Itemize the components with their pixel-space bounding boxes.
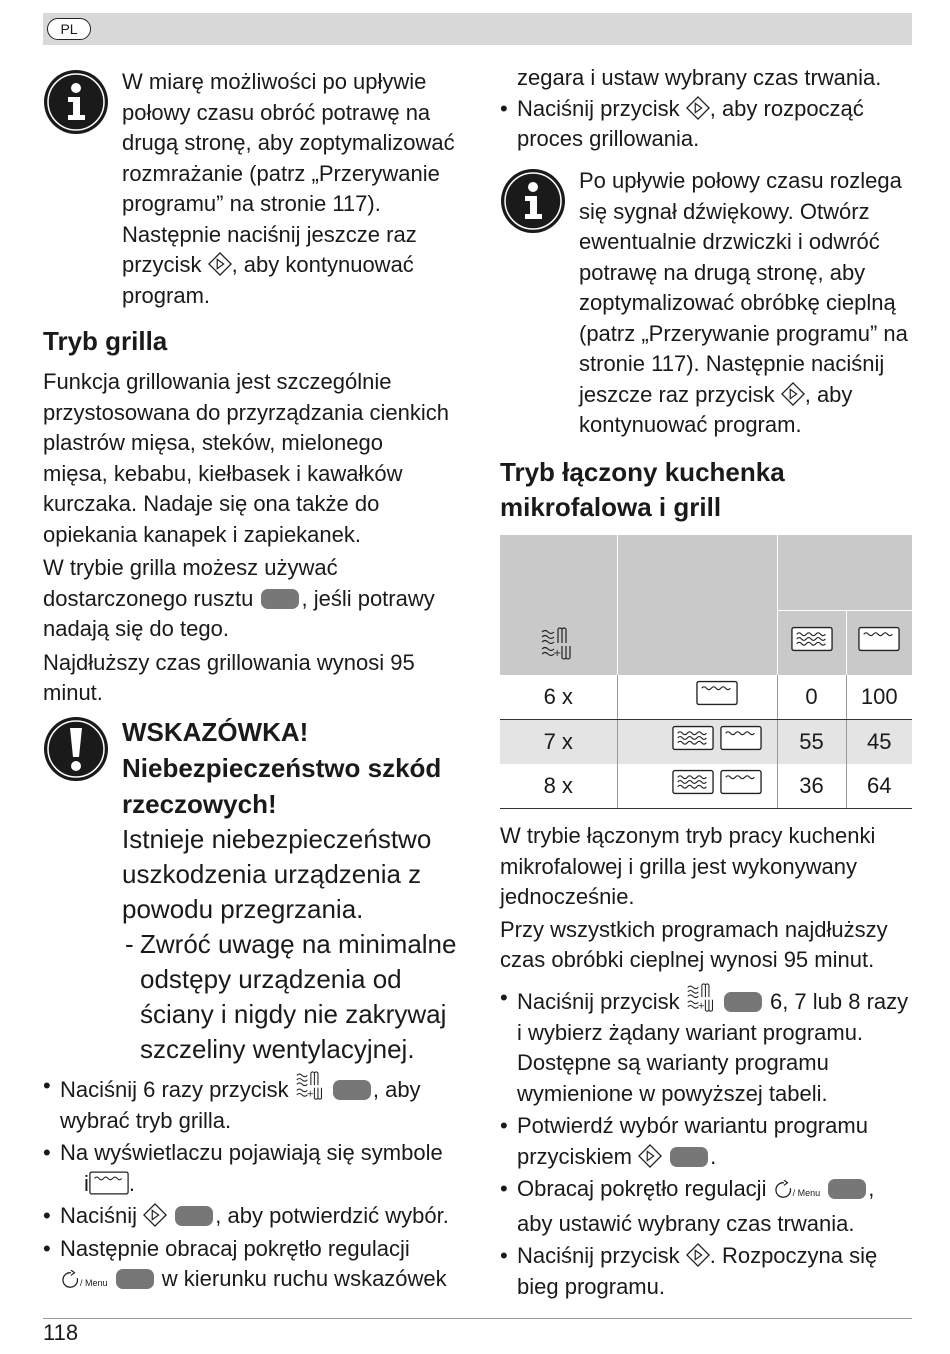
knob-icon bbox=[773, 1180, 793, 1200]
combo-description: W trybie łączonym tryb pracy kuchenki mikrofalowej i grilla jest wykonywany jednocześnie. Przy wszystkich programach najdłuższy czas obróbki cieplnej wynosi 95 minut. bbox=[500, 823, 888, 972]
table-row: 7 x 55 45 bbox=[500, 720, 912, 765]
combo-mode-icon bbox=[295, 1071, 325, 1101]
table-row: 8 x 36 64 bbox=[500, 764, 912, 809]
list-item: • Naciśnij 6 razy przycisk , aby wybrać tryb grilla. bbox=[43, 1071, 463, 1136]
microwave-icon bbox=[672, 769, 714, 795]
start-icon bbox=[781, 382, 805, 406]
grill-steps bbox=[43, 1071, 463, 1299]
table-row: 6 x 0 100 bbox=[500, 675, 912, 720]
start-icon bbox=[638, 1144, 662, 1168]
start-icon bbox=[143, 1203, 167, 1227]
warning-icon bbox=[43, 716, 109, 782]
list-item: • Naciśnij przycisk 6, 7 lub 8 razy i wybierz żądany wariant programu. Dostępne są warianty programu wymienione w powyższej tabeli. bbox=[500, 983, 912, 1109]
language-badge: PL bbox=[47, 18, 91, 40]
page-number: 118 bbox=[43, 1320, 79, 1345]
start-key bbox=[175, 1206, 213, 1226]
list-item: • Następnie obracaj pokrętło regulacji / Menu w kierunku ruchu wskazówek bbox=[43, 1234, 463, 1299]
section-heading-grill: Tryb grilla bbox=[43, 326, 168, 356]
warning-block: WSKAZÓWKA! Niebezpieczeństwo szkód rzeczowych! Istnieje niebezpieczeństwo uszkodzenia urządzenia z powodu przegrzania. - Zwróć uwagę na minimalne odstępy urządzenia od ściany i nigdy nie zakrywaj szczeliny wentylacyjnej. bbox=[122, 717, 457, 1064]
combo-mode-icon bbox=[540, 627, 574, 661]
grill-steps-cont: zegara i ustaw wybrany czas trwania. • Naciśnij przycisk , aby rozpocząć proces grillowania. bbox=[500, 63, 912, 155]
start-key bbox=[670, 1147, 708, 1167]
mode-key bbox=[333, 1080, 371, 1100]
grill-rack-key bbox=[261, 589, 299, 609]
combo-steps bbox=[500, 983, 912, 1302]
knob-key bbox=[828, 1179, 866, 1199]
combo-mode-icon bbox=[686, 983, 716, 1013]
list-item: • Naciśnij przycisk . Rozpoczyna się bieg programu. bbox=[500, 1241, 912, 1302]
grill-icon bbox=[858, 626, 900, 652]
table-header-power bbox=[777, 535, 912, 610]
grill-icon bbox=[696, 680, 738, 706]
section-heading-combo: Tryb łączony kuchenka mikrofalowa i grill bbox=[500, 457, 785, 522]
grill-description: Funkcja grillowania jest szczególnie przystosowana do przyrządzania cienkich plastrów mięsa, steków, mielonego mięsa, kebabu, kiełbasek i kawałków kurczaka. Nadaje się ona także do opiekania kanapek i zapiekanek. W trybie grilla możesz używać dostarczonego rusztu , jeśli potrawy nadają się do tego. Najdłuższy czas grillowania wynosi 95 minut. bbox=[43, 369, 449, 705]
list-item: • Naciśnij , aby potwierdzić wybór. bbox=[43, 1201, 463, 1232]
table-header-grill bbox=[846, 610, 912, 675]
info-icon bbox=[43, 69, 109, 135]
list-item: • Na wyświetlaczu pojawiają się symbole i . bbox=[43, 1138, 463, 1199]
info-note-2: Po upływie połowy czasu rozlega się sygnał dźwiękowy. Otwórz ewentualnie drzwiczki i odwróć potrawę na drugą stronę, aby zoptymalizować obróbkę cieplną (patrz „Przerywanie programu” na stronie 117). Następnie naciśnij jeszcze raz przycisk , aby kontynuować program. bbox=[579, 168, 908, 437]
microwave-icon bbox=[791, 626, 833, 652]
start-icon bbox=[686, 96, 710, 120]
grill-icon bbox=[720, 725, 762, 751]
microwave-icon bbox=[672, 725, 714, 751]
footer-divider bbox=[43, 1318, 912, 1319]
mode-key bbox=[724, 992, 762, 1012]
list-item: • Naciśnij przycisk , aby rozpocząć proces grillowania. bbox=[500, 94, 912, 155]
header-bar bbox=[43, 13, 912, 45]
knob-icon bbox=[60, 1270, 80, 1290]
start-icon bbox=[686, 1243, 710, 1267]
list-item: • Obracaj pokrętło regulacji / Menu , aby ustawić wybrany czas trwania. bbox=[500, 1174, 912, 1239]
table-header-mw bbox=[777, 610, 846, 675]
program-table bbox=[500, 535, 912, 809]
table-header-mode bbox=[500, 535, 617, 675]
info-note-1: W miarę możliwości po upływie połowy czasu obróć potrawę na drugą stronę, aby zoptymalizować rozmrażanie (patrz „Przerywanie programu” na stronie 117). Następnie naciśnij jeszcze raz przycisk , aby kontynuować program. bbox=[122, 69, 455, 308]
list-item: • Potwierdź wybór wariantu programu przyciskiem . bbox=[500, 1111, 912, 1172]
start-icon bbox=[208, 252, 232, 276]
grill-icon bbox=[720, 769, 762, 795]
knob-key bbox=[116, 1269, 154, 1289]
table-header-symbol bbox=[617, 535, 777, 675]
info-icon bbox=[500, 168, 566, 234]
grill-symbol-icon bbox=[89, 1171, 129, 1195]
